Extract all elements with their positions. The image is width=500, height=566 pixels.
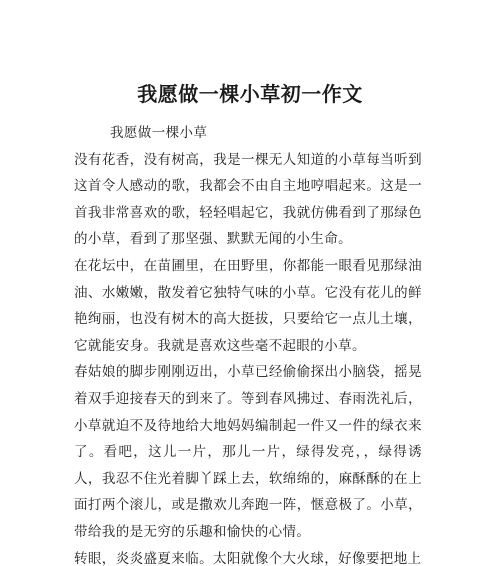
- document-subtitle: 我愿做一棵小草: [110, 125, 208, 141]
- document-title: 我愿做一棵小草初一作文: [137, 82, 363, 106]
- document-body: [74, 120, 422, 566]
- paragraph: 转眼，炎炎盛夏来临。太阳就像个大火球，好像要把地上: [74, 550, 422, 566]
- paragraph: 在花坛中，在苗圃里，在田野里，你都能一眼看见那绿油油、水嫩嫩，散发着它独特气味的小草。它没有花儿的鲜艳绚丽，也没有树木的高大挺拔，只要给它一点儿土壤，它就能安身。我就是喜欢这些毫不起眼的小草。: [74, 257, 422, 354]
- paragraph: 没有花香，没有树高，我是一棵无人知道的小草每当听到这首令人感动的歌，我都会不由自主地哼唱起来。这是一首我非常喜欢的歌，轻轻唱起它，我就仿佛看到了那绿色的小草，看到了那坚强、默默无闻的小生命。: [74, 151, 422, 248]
- paragraph: 春姑娘的脚步刚刚迈出，小草已经偷偷探出小脑袋，摇晃着双手迎接春天的到来了。等到春风拂过、春雨洗礼后，小草就迫不及待地给大地妈妈编制起一件又一件的绿衣来了。看吧，这儿一片，那儿一片，绿得发亮，，绿得诱人，我忍不住光着脚丫踩上去，软绵绵的，麻酥酥的在上面打两个滚儿，或是撒欢儿奔跑一阵，惬意极了。小草，带给我的是无穷的乐趣和愉快的心情。: [74, 364, 422, 540]
